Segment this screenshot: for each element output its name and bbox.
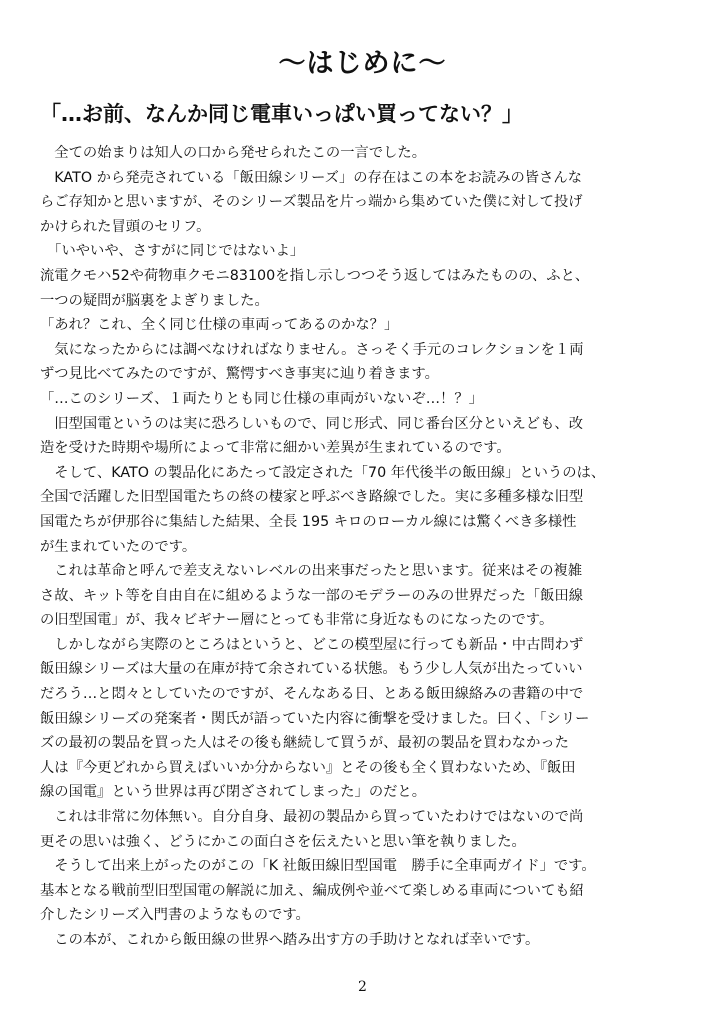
body-line: 基本となる戦前型旧型国電の解説に加え、編成例や並べて楽しめる車両についても紹: [40, 882, 584, 899]
body-line: 飯田線シリーズの発案者・関氏が語っていた内容に衝撃を受けました。曰く、「シリー: [40, 710, 590, 727]
body-line: 国電たちが伊那谷に集結した結果、全長 195 キロのローカル線には驚くべき多様性: [40, 513, 577, 530]
body-line: さ故、キット等を自由自在に組めるような一部のモデラーのみの世界だった「飯田線: [40, 587, 583, 604]
body-line: 一つの疑問が脳裏をよぎりました。: [40, 292, 269, 309]
body-line: らご存知かと思いますが、そのシリーズ製品を片っ端から集めていた僕に対して投げ: [40, 194, 583, 211]
body-line: 全国で活躍した旧型国電たちの終の棲家と呼ぶべき路線でした。実に多種多様な旧型: [40, 489, 584, 506]
body-line: そうして出来上がったのがこの「K 社飯田線旧型国電 勝手に全車両ガイド」です。: [40, 858, 596, 875]
body-line: しかしながら実際のところはというと、どこの模型屋に行っても新品・中古問わず: [40, 636, 584, 653]
body-line: 線の国電』という世界は再び閉ざされてしまった」のだと。: [40, 784, 427, 801]
page-number: 2: [358, 979, 367, 995]
body-text: [40, 141, 692, 953]
body-line: 「あれ？これ、全く同じ仕様の車両ってあるのかな？」: [40, 317, 399, 334]
body-line: だろう…と悶々としていたのですが、そんなある日、とある飯田線絡みの書籍の中で: [40, 686, 584, 703]
body-line: 更その思いは強く、どうにかこの面白さを伝えたいと思い筆を執りました。: [40, 833, 526, 850]
body-line: ずつ見比べてみたのですが、驚愕すべき事実に辿り着きます。: [40, 366, 439, 383]
body-line: 旧型国電というのは実に恐ろしいもので、同じ形式、同じ番台区分といえども、改: [40, 415, 583, 432]
body-line: これは革命と呼んで差支えないレベルの出来事だったと思います。従来はその複雑: [40, 563, 583, 580]
body-line: 人は『今更どれから買えばいいか分からない』とその後も全く買わないため、『飯田: [40, 759, 576, 776]
body-line: 流電クモハ52や荷物車クモニ83100を指し示しつつそう返してはみたものの、ふと、: [40, 267, 590, 284]
body-line: 「いやいや、さすがに同じではないよ」: [40, 243, 305, 260]
body-line: かけられた冒頭のセリフ。: [40, 218, 211, 235]
body-line: 造を受けた時期や場所によって非常に細かい差異が生まれているのです。: [40, 440, 511, 457]
body-line: この本が、これから飯田線の世界へ踏み出す方の手助けとなれば幸いです。: [40, 932, 540, 948]
body-line: 「…このシリーズ、１両たりとも同じ仕様の車両がいないぞ…！？」: [40, 390, 483, 407]
body-line: 飯田線シリーズは大量の在庫が持て余されている状態。もう少し人気が出たっていい: [40, 661, 583, 678]
body-line: 気になったからには調べなければなりません。さっそく手元のコレクションを１両: [40, 341, 584, 358]
section-subtitle: 「…お前、なんか同じ電車いっぱい買ってない？」: [40, 102, 523, 126]
body-line: 介したシリーズ入門書のようなものです。: [40, 907, 310, 924]
body-line: そして、KATO の製品化にあたって設定された「70 年代後半の飯田線」というのは、: [40, 464, 606, 481]
body-line: ズの最初の製品を買った人はその後も継続して買うが、最初の製品を買わなかった: [40, 735, 569, 752]
page-title: ～はじめに～: [278, 48, 447, 79]
body-line: 全ての始まりは知人の口から発せられたこの一言でした。: [40, 145, 427, 161]
body-line: これは非常に勿体無い。自分自身、最初の製品から買っていたわけではないので尚: [40, 809, 584, 826]
body-line: が生まれていたのです。: [40, 538, 197, 555]
body-line: KATO から発売されている「飯田線シリーズ」の存在はこの本をお読みの皆さんな: [40, 169, 582, 186]
body-line: の旧型国電」が、我々ビギナー層にとっても非常に身近なものになったのです。: [40, 612, 554, 629]
